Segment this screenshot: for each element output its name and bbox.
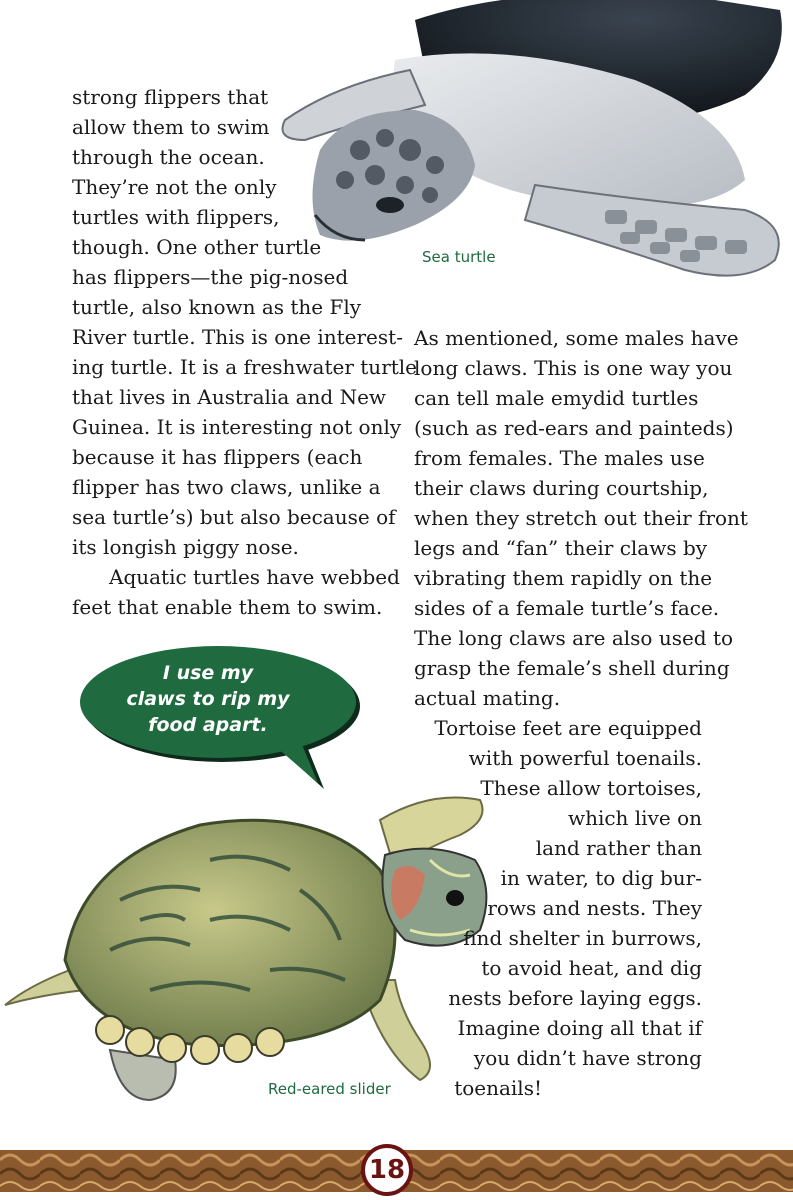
- text-line: (such as red-ears and painteds): [414, 416, 734, 440]
- bubble-line: claws to rip my: [126, 688, 290, 710]
- text-line: can tell male emydid turtles: [414, 386, 699, 410]
- text-line: toenails!: [454, 1076, 542, 1100]
- text-line: Imagine doing all that if: [457, 1016, 702, 1040]
- text-line: which live on: [567, 806, 702, 830]
- text-line: because it has flippers (each: [72, 445, 363, 469]
- text-line: ing turtle. It is a freshwater turtle: [72, 355, 418, 379]
- text-line: These allow tortoises,: [480, 776, 702, 800]
- text-line: though. One other turtle: [72, 235, 322, 259]
- text-line: actual mating.: [414, 686, 561, 710]
- bubble-line: I use my: [162, 662, 254, 684]
- text-line: its longish piggy nose.: [72, 535, 299, 559]
- red-eared-slider-caption: Red-eared slider: [268, 1080, 391, 1098]
- text-line: Aquatic turtles have webbed: [109, 565, 400, 589]
- text-line: rows and nests. They: [487, 896, 702, 920]
- text-line: their claws during courtship,: [414, 476, 709, 500]
- sea-turtle-caption: Sea turtle: [422, 248, 496, 266]
- text-line: from females. The males use: [414, 446, 705, 470]
- text-line: turtle, also known as the Fly: [72, 295, 362, 319]
- text-line: grasp the female’s shell during: [414, 656, 730, 680]
- page-number: 18: [368, 1155, 406, 1185]
- text-line: with powerful toenails.: [468, 746, 702, 770]
- left-paragraph-2: [72, 562, 400, 592]
- right-paragraph-2: [0, 713, 702, 1103]
- text-line: strong flippers that: [72, 85, 269, 109]
- text-line: to avoid heat, and dig: [481, 956, 702, 980]
- text-line: you didn’t have strong: [473, 1046, 702, 1070]
- text-line: through the ocean.: [72, 145, 265, 169]
- left-paragraph-1: [72, 82, 418, 562]
- right-column: [414, 323, 748, 713]
- text-line: The long claws are also used to: [414, 626, 734, 650]
- text-line: turtles with flippers,: [72, 205, 280, 229]
- text-line: nests before laying eggs.: [448, 986, 702, 1010]
- text-line: River turtle. This is one interest-: [72, 325, 403, 349]
- text-line: flipper has two claws, unlike a: [72, 475, 381, 499]
- text-line: vibrating them rapidly on the: [414, 566, 713, 590]
- text-line: when they stretch out their front: [414, 506, 748, 530]
- text-line: that lives in Australia and New: [72, 385, 387, 409]
- text-line: sea turtle’s) but also because of: [72, 505, 396, 529]
- bubble-line: food apart.: [148, 714, 268, 736]
- text-line: feet that enable them to swim.: [72, 595, 383, 619]
- text-line: Guinea. It is interesting not only: [72, 415, 402, 439]
- left-column: [72, 82, 418, 622]
- text-line: find shelter in burrows,: [463, 926, 702, 950]
- text-line: Tortoise feet are equipped: [434, 716, 702, 740]
- text-line: land rather than: [535, 836, 702, 860]
- text-line: long claws. This is one way you: [414, 356, 733, 380]
- text-line: has flippers—the pig-nosed: [72, 265, 349, 289]
- text-line: allow them to swim: [72, 115, 270, 139]
- text-line: in water, to dig bur-: [500, 866, 702, 890]
- text-line: legs and “fan” their claws by: [414, 536, 708, 560]
- left-paragraph-2-cont: [72, 592, 383, 622]
- text-line: They’re not the only: [72, 175, 277, 199]
- text-line: As mentioned, some males have: [414, 326, 739, 350]
- text-line: sides of a female turtle’s face.: [414, 596, 720, 620]
- right-paragraph-1: [414, 323, 748, 713]
